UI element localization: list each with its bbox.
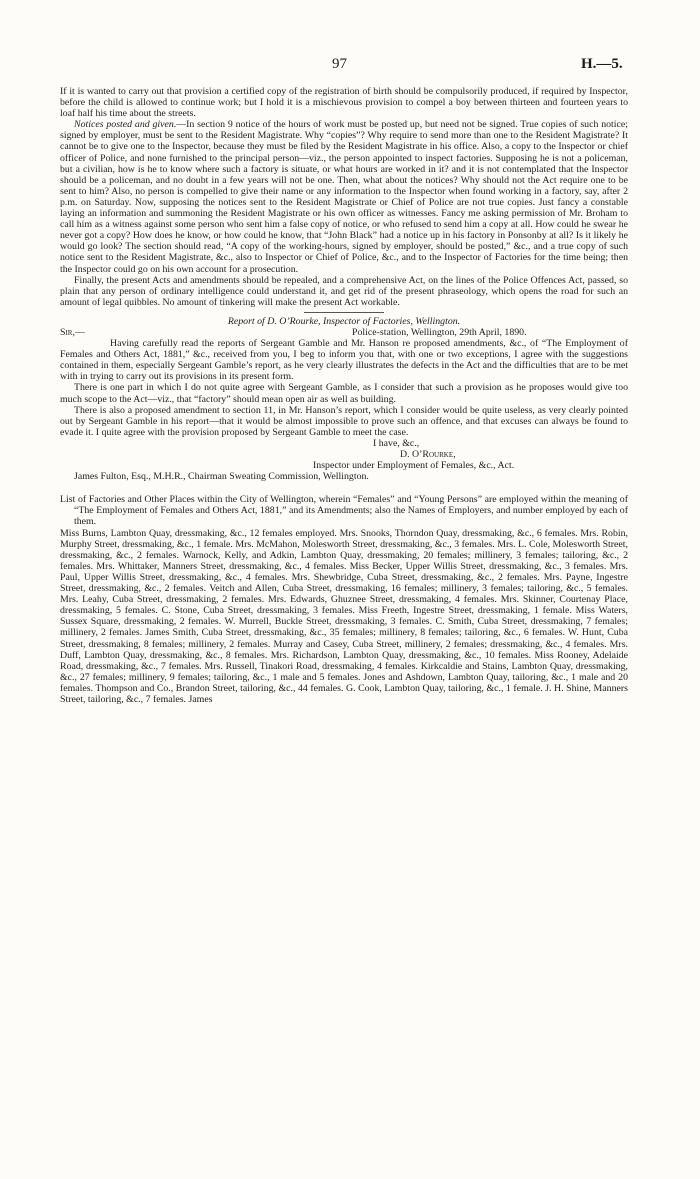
addressee: James Fulton, Esq., M.H.R., Chairman Sweating Commission, Wellington. <box>74 471 369 483</box>
dateline: Police-station, Wellington, 29th April, 1890. <box>352 326 527 338</box>
notices-heading: Notices posted and given. <box>74 119 177 131</box>
document-code: H.—5. <box>581 56 623 72</box>
section-divider <box>304 312 384 313</box>
closing-line <box>60 438 628 449</box>
notices-paragraph <box>60 119 628 274</box>
closing: I have, &c., <box>373 437 420 449</box>
report-paragraph-2: There is one part in which I do not quite agree with Sergeant Gamble, as I consider that such a provision as he proposes would give too much scope to the Act—viz., that “factory” should mean open air as well as building. <box>60 382 628 405</box>
salutation: Sir,— <box>60 326 85 338</box>
signature-line <box>60 449 628 460</box>
report-paragraph-3: There is also a proposed amendment to section 11, in Mr. Hanson’s report, which I consider would be quite useless, as very clearly pointed out by Sergeant Gamble in his report—that it would be almost impossible to prove such an offence, and that excuses can always be found to evade it. I quite agree with the provision proposed by Sergeant Gamble to meet the case. <box>60 404 628 438</box>
finally-paragraph: Finally, the present Acts and amendments should be repealed, and a comprehensive Act, on the lines of the Police Offences Act, passed, so plain that any person of ordinary intelligence could understand it, and get rid of the present phraseology, which opens the road for such an amount of legal quibbles. No amount of tinkering will make the present Act workable. <box>60 274 628 308</box>
document-body <box>60 86 628 705</box>
list-body: Miss Burns, Lambton Quay, dressmaking, &c., 12 females employed. Mrs. Snooks, Thorndon Quay, dressmaking, &c., 6 females. Mrs. Robin, Murphy Street, dressmaking, &c., 1 female. Mrs. McMahon, Molesworth Street, dressmaking, &c., 3 females. Mrs. L. Cole, Molesworth Street, dressmaking, &c., 2 females. Warnock, Kelly, and Adkin, Lambton Quay, dressmaking, 20 females; millinery, 3 females; tailoring, &c., 2 females. Mrs. Whittaker, Manners Street, dressmaking, &c., 4 females. Miss Becker, Upper Willis Street, dressmaking, &c., 3 females. Mrs. Paul, Upper Willis Street, dressmaking, &c., 4 females. Mrs. Shewbridge, Cuba Street, dressmaking, &c., 2 females. Mrs. Payne, Ingestre Street, dressmaking, &c., 2 females. Veitch and Allen, Cuba Street, dressmaking, 16 females; millinery, 3 females; tailoring, &c., 5 females. Mrs. Leahy, Cuba Street, dressmaking, 2 females. Mrs. Edwards, Ghuznee Street, dressmaking, 4 females. Mrs. Skinner, Courtenay Place, dressmaking, 5 females. C. Stone, Cuba Street, dressmaking, 3 females. Miss Freeth, Ingestre Street, dressmaking, 1 female. Miss Waters, Sussex Square, dressmaking, 2 females. W. Murrell, Buckle Street, dressmaking, 3 females. C. Smith, Cuba Street, dressmaking, 7 females; millinery, 2 females. James Smith, Cuba Street, dressmaking, &c., 35 females; millinery, 8 females; tailoring, &c., 6 females. W. Hunt, Cuba Street, dressmaking, 8 females; millinery, 2 females. Murray and Casey, Cuba Street, millinery, 2 females; dressmaking, &c., 4 females. Mrs. Duff, Lambton Quay, dressmaking, &c., 8 females. Mrs. Richardson, Lambton Quay, dressmaking, &c., 10 females. Miss Rooney, Adelaide Road, dressmaking, &c., 7 females. Mrs. Russell, Tinakori Road, dressmaking, 4 females. Kirkcaldie and Stains, Lambton Quay, dressmaking, &c., 27 females; millinery, 9 females; tailoring, &c., 1 male and 5 females. Jones and Ashdown, Lambton Quay, tailoring, &c., 1 male and 20 females. Thompson and Co., Brandon Street, tailoring, &c., 44 females. G. Cook, Lambton Quay, tailoring, &c., 1 female. J. H. Shine, Manners Street, tailoring, &c., 7 females. James <box>60 527 628 705</box>
report-paragraph-1: Having carefully read the reports of Sergeant Gamble and Mr. Hanson re proposed amendments, &c., of “The Employment of Females and Others Act, 1881,” &c., received from you, I beg to inform you that, with one or two exceptions, I agree with the suggestions contained in them, especially Sergeant Gamble’s report, as he very clearly illustrates the defects in the Act and the difficulties that are to be met with in trying to carry out its provisions in its present form. <box>60 338 628 383</box>
page-header <box>0 56 700 76</box>
salutation-line <box>60 327 628 338</box>
signature-title-line <box>60 460 628 471</box>
addressee-line <box>60 471 628 482</box>
report-title: Report of D. O’Rourke, Inspector of Factories, Wellington. <box>227 315 461 327</box>
notices-body: —In section 9 notice of the hours of work must be posted up, but need not be signed. True copies of such notice; signed by employer, must be sent to the Resident Magistrate. Why “copies”? Why require to send more than one to the Resident Magistrate? It cannot be to give one to the Inspector, because they must be filed by the Resident Magistrate in his office. Also, a copy to the Inspector or chief officer of Police, and none furnished to the principal person—viz., the person appointed to inspect factories. Supposing he is not a policeman, but a civilian, how is he to know where such a factory is situate, or what hours are worked in it? and it is not contemplated that the Inspector should be a policeman, and no doubt in a few years will not be one. Then, what about the notices? Why should not the Act require one to be sent to him? Also, no person is compelled to give their name or any information to the Inspector when found working in a factory, say, after 2 p.m. on Saturday. Now, supposing the notices sent to the Resident Magistrate or Chief of Police are not true copies. Just fancy a constable laying an information and summoning the Resident Magistrate or his own officer as witnesses. Fancy me asking permission of Mr. Broham to call him as a witness against some person who sent him a false copy of notice, or who refused to send him a copy at all. How could he swear he never got a copy? How does he know, or how could he know, that “John Black” had a notice up in his factory in Ponsonby at all? Is it likely he would go look? The section should read, “A copy of the working-hours, signed by employer, should be posted,” &c., and a true copy of such notice sent to the Resident Magistrate, &c., also to Inspector or Chief of Police, &c., and to the Inspector of Factories for the time being; then the Inspector could go on his own account for a prosecution. <box>60 119 628 275</box>
signature-title: Inspector under Employment of Females, &c., Act. <box>313 460 515 472</box>
page-number: 97 <box>332 56 347 72</box>
signature: D. O’Rourke, <box>400 449 456 460</box>
intro-paragraph: If it is wanted to carry out that provision a certified copy of the registration of birth should be compulsorily produced, if required by Inspector, before the child is allowed to continue work; but I hold it is a mischievous provision to compel a boy between thirteen and fourteen years to loaf half his time about the streets. <box>60 86 628 120</box>
list-heading: List of Factories and Other Places within the City of Wellington, wherein “Females” and “Young Persons” are employed within the meaning of “The Employment of Females and Others Act, 1881,” and its Amendments; also the Names of Employers, and number employed by each of them. <box>60 494 628 528</box>
